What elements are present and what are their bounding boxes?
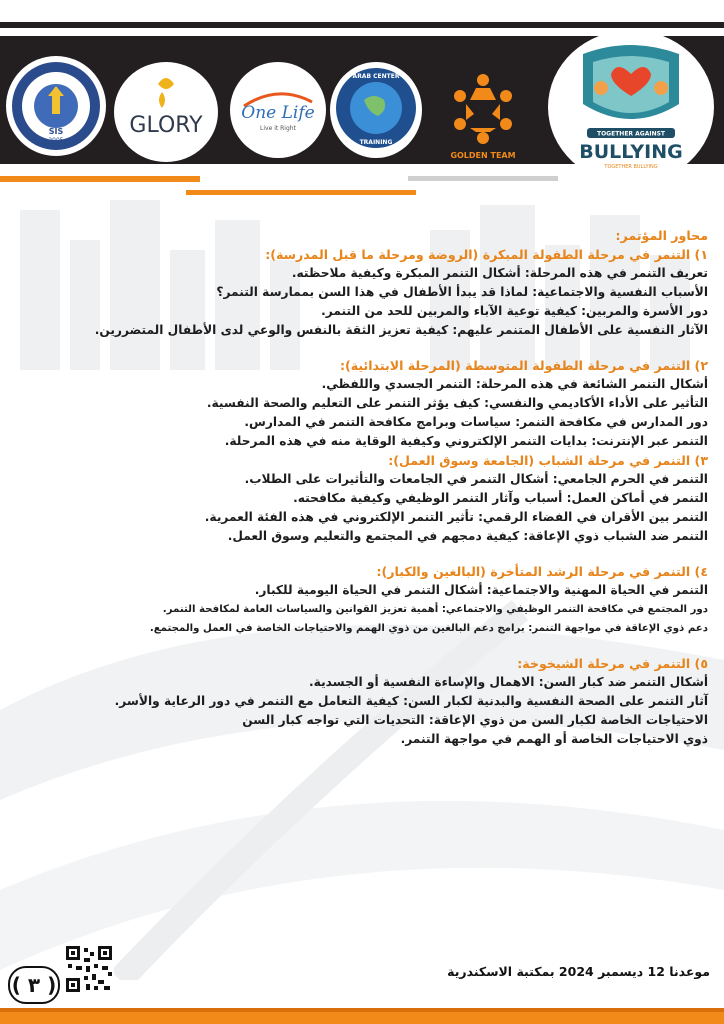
sis-logo	[6, 56, 106, 156]
section-2-heading: ٢) التنمر في مرحلة الطفولة المتوسطة (المرحلة الابتدائية):	[339, 358, 708, 373]
arab-center-label: ARAB CENTER	[352, 73, 400, 80]
one-life-logo-label: One Life	[241, 103, 315, 123]
globe-emblem	[330, 62, 422, 158]
section-3-line: التنمر ضد الشباب ذوي الإعاقة: كيفية دمجهم في المجتمع والتعليم وسوق العمل.	[227, 529, 708, 543]
section-5-line: آثار التنمر على الصحة النفسية والبدنية لكبار السن: كيفية التعامل مع التنمر في دور الرعاية والأسر.	[114, 694, 708, 708]
section-4-small-line: دور المجتمع في مكافحة التنمر الوظيفي والاجتماعي: أهمية تعزيز القوانين والسياسات العامة لمكافحة التنمر.	[162, 604, 708, 615]
glory-logo	[114, 62, 218, 162]
sis-gear-emblem	[8, 58, 104, 154]
section-5-line: الاحتياجات الخاصة لكبار السن من ذوي الإعاقة: التحديات التي تواجه كبار السن	[242, 713, 708, 727]
qr-code-icon[interactable]	[64, 944, 114, 994]
golden-team-emblem	[440, 66, 526, 162]
sis-logo-label: SIS	[48, 127, 64, 136]
sis-logo-year: 2005	[48, 137, 64, 144]
topics-intro-heading: محاور المؤتمر:	[615, 228, 708, 243]
section-2-line: دور المدارس في مكافحة التنمر: سياسات وبرامج مكافحة التنمر في المدارس.	[244, 415, 708, 429]
section-1-line: الأسباب النفسية والاجتماعية: لماذا قد يبدأ الأطفال في هذا السن بممارسة التنمر؟	[216, 285, 708, 299]
training-label: TRAINING	[359, 139, 393, 146]
section-3-line: التنمر في الحرم الجامعي: أشكال التنمر في الجامعات والتأثيرات على الطلاب.	[244, 472, 708, 486]
section-5-heading: ٥) التنمر في مرحلة الشيخوخة:	[517, 656, 708, 671]
section-1-line: الآثار النفسية على الأطفال المتنمر عليهم: كيفية تعزيز الثقة بالنفس والوعي لدى الأطفال المتضررين.	[94, 323, 708, 337]
one-life-emblem	[230, 62, 326, 158]
section-1-line: دور الأسرة والمربين: كيفية توعية الآباء والمربين للحد من التنمر.	[321, 304, 708, 318]
accent-bar-left	[0, 176, 200, 182]
section-1-line: تعريف التنمر في هذه المرحلة: أشكال التنمر المبكرة وكيفية ملاحظته.	[291, 266, 708, 280]
section-2-line: التنمر عبر الإنترنت: بدايات التنمر الإلكتروني وكيفية الوقاية منه في هذه المرحلة.	[224, 434, 708, 448]
section-5-line: أشكال التنمر ضد كبار السن: الاهمال والإساءة النفسية أو الجسدية.	[309, 675, 708, 689]
accent-bar-center	[186, 190, 416, 195]
bullying-emblem	[553, 34, 709, 180]
section-3-heading: ٣) التنمر في مرحلة الشباب (الجامعة وسوق العمل):	[388, 453, 708, 468]
event-date-text: موعدنا 12 ديسمبر 2024 بمكتبة الاسكندرية	[447, 964, 710, 979]
one-life-logo	[230, 62, 326, 158]
golden-team-label: GOLDEN TEAM	[450, 151, 516, 160]
page-number: ( ٣ )	[8, 966, 60, 1004]
header-top-strip	[0, 22, 724, 28]
section-5-line: ذوي الاحتياجات الخاصة أو الهمم في مواجهة التنمر.	[400, 732, 708, 746]
one-life-logo-tagline: Live it Right	[260, 125, 296, 132]
glory-emblem	[114, 62, 218, 162]
section-1-heading: ١) التنمر في مرحلة الطفولة المبكرة (الروضة ومرحلة ما قبل المدرسة):	[265, 247, 708, 262]
bullying-label: BULLYING	[579, 141, 683, 163]
section-4-line: التنمر في الحياة المهنية والاجتماعية: أشكال التنمر في الحياة اليومية للكبار.	[254, 583, 708, 597]
section-4-heading: ٤) التنمر في مرحلة الرشد المتأخرة (البالغين والكبار):	[376, 564, 708, 579]
glory-logo-label: GLORY	[129, 113, 203, 138]
together-against-bullying-logo	[548, 30, 714, 184]
footer-orange-bar	[0, 1000, 724, 1024]
together-bullying-sublabel: TOGETHER BULLYING	[604, 164, 658, 170]
golden-team-logo	[440, 66, 526, 162]
header-banner	[0, 22, 724, 178]
arab-center-training-logo	[330, 62, 422, 158]
accent-bar-right	[408, 176, 558, 181]
section-3-line: التنمر بين الأقران في الفضاء الرقمي: تأثير التنمر الإلكتروني في هذه الفئة العمرية.	[204, 510, 708, 524]
section-2-line: أشكال التنمر الشائعة في هذه المرحلة: التنمر الجسدي واللفظي.	[321, 377, 708, 391]
section-4-small-line: دعم ذوي الإعاقة في مواجهة التنمر: برامج دعم البالغين من ذوي الهمم والاحتياجات الخاصة في العمل والمجتمع.	[149, 623, 708, 634]
section-2-line: التأثير على الأداء الأكاديمي والنفسي: كيف يؤثر التنمر على التعليم والصحة النفسية.	[206, 396, 708, 410]
section-3-line: التنمر في أماكن العمل: أسباب وآثار التنمر الوظيفي وكيفية مكافحته.	[293, 491, 708, 505]
conference-topics	[18, 226, 708, 749]
together-against-label: TOGETHER AGAINST	[596, 130, 666, 138]
